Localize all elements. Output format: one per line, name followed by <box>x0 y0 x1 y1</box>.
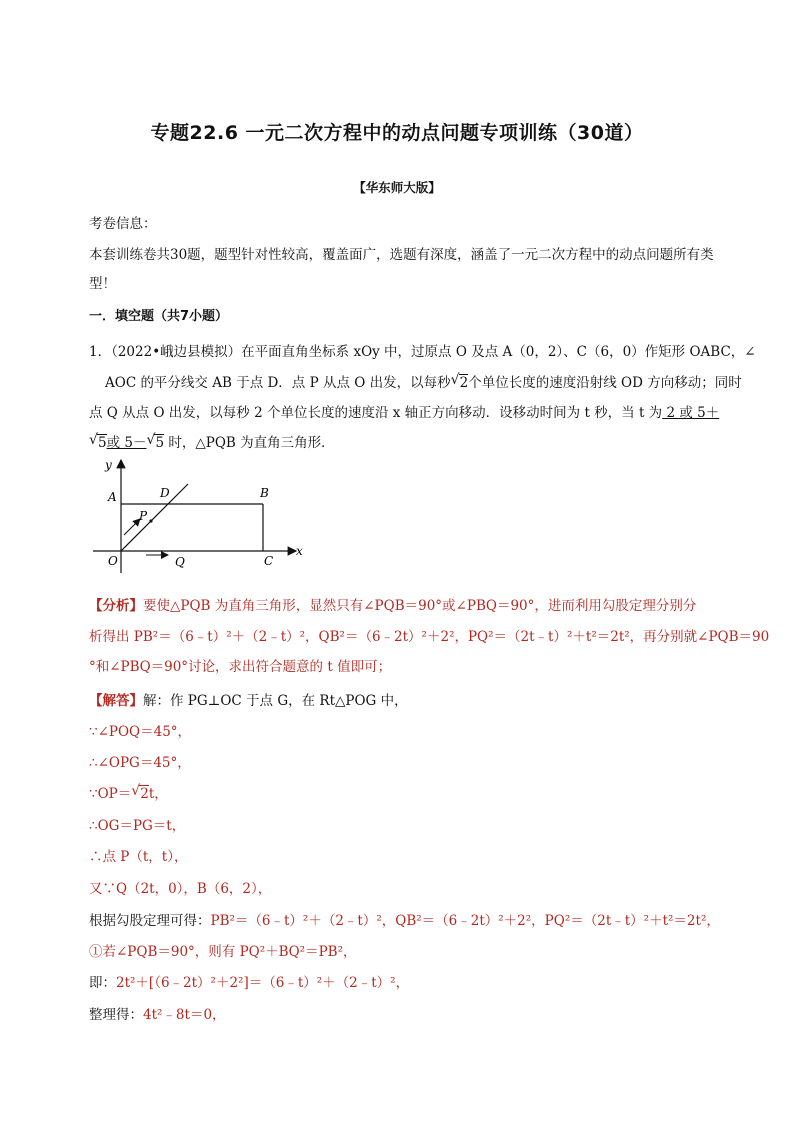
info-text-2: 型！ <box>89 276 116 292</box>
q1-line-2 <box>105 371 742 391</box>
solution-tag: 【解答】 <box>89 693 143 709</box>
q1-answer-part-2: √ 5或 5－ √ 5 <box>89 432 165 451</box>
label-y: y <box>105 458 112 472</box>
solution-line-4: ∵OP＝ √ 2t， <box>89 783 168 802</box>
label-B: B <box>260 486 269 500</box>
label-C: C <box>264 554 274 568</box>
edition-label: 【华东师大版】 <box>353 180 441 195</box>
arrow-P-direction <box>124 519 140 535</box>
analysis-text-1: 要使△PQB 为直角三角形，显然只有∠PQB＝90°或∠PBQ＝90°，进而利用勾股定理分别分 <box>143 598 697 614</box>
section-heading: 一．填空题（共7小题） <box>89 309 229 324</box>
q1-line-2-text-b: 个单位长度的速度沿射线 OD 方向移动；同时 <box>468 375 742 391</box>
solution-line-7: 又∵Q（2t，0），B（6，2）， <box>89 881 272 897</box>
solution-line-2: ∵∠POQ＝45°， <box>89 724 192 740</box>
page-title: 专题22.6 一元二次方程中的动点问题专项训练（30道） <box>150 122 644 144</box>
sqrt-symbol: √ 2 <box>131 783 149 802</box>
solution-text-1: 解：作 PG⊥OC 于点 G，在 Rt△POG 中， <box>143 693 408 709</box>
solution-line-5: ∴OG＝PG＝t， <box>89 818 186 834</box>
solution-line-10: 即：2t²＋[（6﹣2t）²＋2²]＝（6﹣t）²＋（2﹣t）²， <box>89 975 410 991</box>
solution-line-11: 整理得：4t²﹣8t＝0， <box>89 1007 226 1023</box>
solution-line-6: ∴点 P（t，t）， <box>89 849 188 865</box>
sqrt-symbol: √ 2 <box>450 372 469 391</box>
analysis-line-1 <box>89 594 696 614</box>
q1-line-3 <box>89 401 719 421</box>
solution-line-9: ①若∠PQB＝90°，则有 PQ²＋BQ²＝PB²， <box>89 944 357 960</box>
q1-answer-part-1: 2 或 5＋ <box>662 405 720 421</box>
analysis-tag: 【分析】 <box>89 598 143 614</box>
label-D: D <box>160 486 170 500</box>
solution-line-8: 根据勾股定理可得：PB²＝（6﹣t）²＋（2﹣t）²，QB²＝（6﹣2t）²＋2²，PQ²＝（2t﹣t）²＋t²＝2t²， <box>89 913 720 929</box>
q1-line-3-text: 点 Q 从点 O 出发，以每秒 2 个单位长度的速度沿 x 轴正方向移动．设移动时间为 t 秒，当 t 为 <box>89 405 663 421</box>
label-O: O <box>108 554 118 568</box>
q1-line-4-end: 时，△PQB 为直角三角形． <box>164 435 335 451</box>
analysis-line-2: 析得出 PB²＝（6﹣t）²＋（2﹣t）²，QB²＝（6﹣2t）²＋2²，PQ²＝（2t﹣t）²＋t²＝2t²，再分别就∠PQB＝90 <box>89 629 770 645</box>
info-text-1: 本套训练卷共30题，题型针对性较高，覆盖面广，选题有深度，涵盖了一元二次方程中的动点问题所有类 <box>89 247 714 263</box>
analysis-line-3: °和∠PBQ＝90°讨论，求出符合题意的 t 值即可； <box>89 659 392 675</box>
ray-OD <box>121 484 188 551</box>
info-label: 考卷信息： <box>89 216 157 232</box>
solution-line-3: ∴∠OPG＝45°， <box>89 755 191 771</box>
q1-line-2-text-a: AOC 的平分线交 AB 于点 D．点 P 从点 O 出发，以每秒 <box>105 375 451 391</box>
q1-line-1: 1．（2022•峨边县模拟）在平面直角坐标系 xOy 中，过原点 O 及点 A（0，2）、C（6，0）作矩形 OABC，∠ <box>89 344 756 360</box>
label-P: P <box>139 509 148 523</box>
label-x: x <box>296 544 303 558</box>
q1-figure <box>88 455 318 580</box>
solution-line-1 <box>89 689 408 709</box>
label-Q: Q <box>175 555 185 569</box>
q1-line-4 <box>89 431 335 451</box>
point-P <box>149 519 152 522</box>
label-A: A <box>108 490 117 504</box>
